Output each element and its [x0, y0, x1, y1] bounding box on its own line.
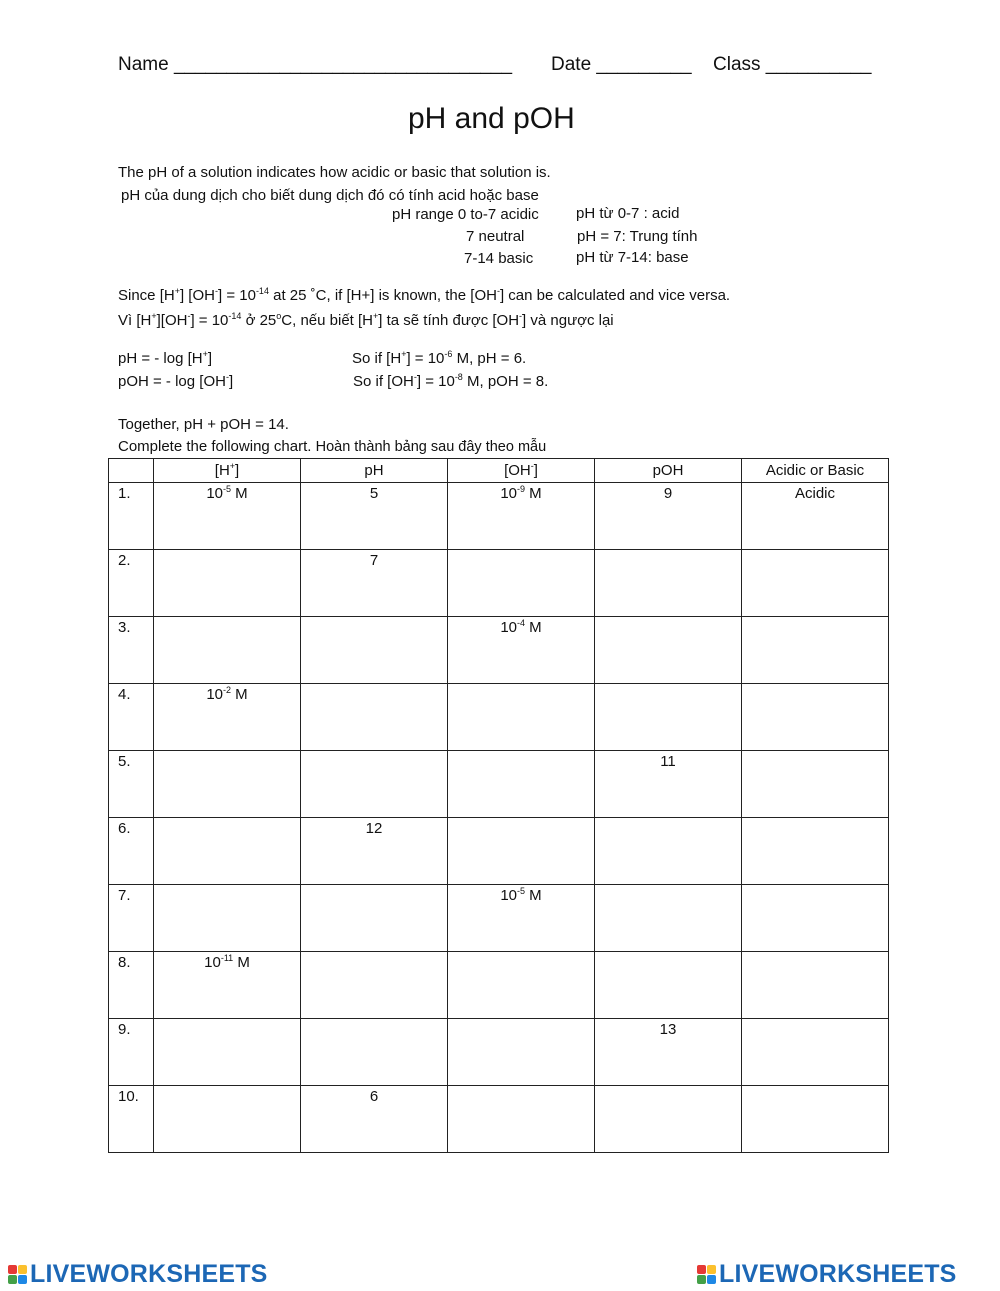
header-poh: pOH: [595, 459, 742, 483]
acidic-basic-cell[interactable]: Acidic: [742, 483, 889, 550]
range-basic-en: 7-14 basic: [464, 250, 534, 267]
oh-concentration-cell[interactable]: [448, 684, 595, 751]
table-row: [109, 483, 889, 550]
row-number-label: 2.: [118, 552, 131, 569]
oh-concentration-cell[interactable]: [448, 1019, 595, 1086]
intro-vietnamese: pH của dung dịch cho biết dung dịch đó có tính acid hoặc base: [121, 187, 539, 204]
row-number-label: 1.: [118, 485, 131, 502]
h-concentration-cell[interactable]: $10^{-11}$ M: [154, 952, 301, 1019]
acidic-basic-cell[interactable]: [742, 1086, 889, 1153]
page-title: pH and pOH: [408, 102, 575, 135]
row-number[interactable]: [109, 550, 154, 617]
table-row: [109, 952, 889, 1019]
row-number-label: 6.: [118, 820, 131, 837]
poh-cell[interactable]: [595, 1086, 742, 1153]
row-number-label: 5.: [118, 753, 131, 770]
h-concentration-cell[interactable]: $10^{-5}$ M: [154, 483, 301, 550]
poh-cell[interactable]: 9: [595, 483, 742, 550]
intro-english: The pH of a solution indicates how acidic or basic that solution is.: [118, 164, 551, 181]
ph-cell[interactable]: [301, 1019, 448, 1086]
oh-concentration-cell[interactable]: $10^{-4}$ M: [448, 617, 595, 684]
name-field[interactable]: Name ________________________________: [118, 54, 513, 75]
liveworksheets-logo-left: LIVEWORKSHEETS: [8, 1260, 268, 1289]
acidic-basic-cell[interactable]: [742, 550, 889, 617]
range-acidic-vi: pH từ 0-7 : acid: [576, 205, 680, 222]
poh-cell[interactable]: 13: [595, 1019, 742, 1086]
ph-cell[interactable]: [301, 684, 448, 751]
poh-cell[interactable]: [595, 885, 742, 952]
logo-squares-icon: [697, 1265, 716, 1284]
acidic-basic-cell[interactable]: [742, 885, 889, 952]
ph-cell[interactable]: 5: [301, 483, 448, 550]
row-number[interactable]: [109, 1086, 154, 1153]
acidic-basic-cell[interactable]: [742, 952, 889, 1019]
table-row: [109, 550, 889, 617]
row-number-label: 3.: [118, 619, 131, 636]
oh-concentration-cell[interactable]: [448, 751, 595, 818]
h-concentration-cell[interactable]: [154, 617, 301, 684]
acidic-basic-cell[interactable]: [742, 818, 889, 885]
table-row: [109, 617, 889, 684]
oh-concentration-cell[interactable]: $10^{-9}$ M: [448, 483, 595, 550]
row-number[interactable]: [109, 885, 154, 952]
together-statement: Together, pH + pOH = 14.: [118, 416, 289, 433]
poh-cell[interactable]: [595, 684, 742, 751]
range-basic-vi: pH từ 7-14: base: [576, 249, 689, 266]
row-number-label: 9.: [118, 1021, 131, 1038]
acidic-basic-cell[interactable]: [742, 684, 889, 751]
acidic-basic-cell[interactable]: [742, 751, 889, 818]
table-row: [109, 885, 889, 952]
row-number-label: 10.: [118, 1088, 139, 1105]
h-concentration-cell[interactable]: [154, 1019, 301, 1086]
table-row: [109, 1086, 889, 1153]
poh-cell[interactable]: 11: [595, 751, 742, 818]
header-number: [109, 459, 154, 483]
table-header-row: [109, 459, 889, 483]
oh-concentration-cell[interactable]: [448, 952, 595, 1019]
logo-squares-icon: [8, 1265, 27, 1284]
row-number[interactable]: [109, 818, 154, 885]
complete-instruction: Complete the following chart. Hoàn thành bảng sau đây theo mẫu: [118, 438, 547, 455]
table-row: [109, 1019, 889, 1086]
header-ph: pH: [301, 459, 448, 483]
ph-cell[interactable]: [301, 885, 448, 952]
h-concentration-cell[interactable]: [154, 818, 301, 885]
row-number[interactable]: [109, 1019, 154, 1086]
since-statement: Since [H+] $[OH^-] = 10^{-14}$ at 25 ˚C, if [H+] is known, the [OH-] can be calculated and vice versa.: [118, 286, 731, 304]
poh-cell[interactable]: [595, 818, 742, 885]
row-number-label: 8.: [118, 954, 131, 971]
poh-example: So if $[OH^-] = 10^{-8}$ M, pOH = 8.: [353, 372, 549, 390]
header-oh-concentration: [OH-]: [448, 459, 595, 483]
ph-cell[interactable]: 6: [301, 1086, 448, 1153]
header-acidic-or-basic: Acidic or Basic: [742, 459, 889, 483]
poh-formula: pOH = - log [OH-]: [118, 372, 234, 390]
oh-concentration-cell[interactable]: [448, 550, 595, 617]
header-h-concentration: [H+]: [154, 459, 301, 483]
h-concentration-cell[interactable]: [154, 751, 301, 818]
date-field[interactable]: Date _________: [551, 54, 692, 75]
oh-concentration-cell[interactable]: $10^{-5}$ M: [448, 885, 595, 952]
ph-cell[interactable]: [301, 952, 448, 1019]
row-number[interactable]: [109, 952, 154, 1019]
ph-example: So if $[H^+] = 10^{-6}$ M, pH = 6.: [352, 349, 527, 367]
h-concentration-cell[interactable]: [154, 550, 301, 617]
ph-cell[interactable]: [301, 617, 448, 684]
range-neutral-vi: pH = 7: Trung tính: [577, 228, 698, 245]
ph-formula: pH = - log [H+]: [118, 349, 213, 367]
row-number[interactable]: [109, 483, 154, 550]
row-number-label: 4.: [118, 686, 131, 703]
poh-cell[interactable]: [595, 550, 742, 617]
h-concentration-cell[interactable]: [154, 1086, 301, 1153]
row-number-label: 7.: [118, 887, 131, 904]
acidic-basic-cell[interactable]: [742, 1019, 889, 1086]
poh-cell[interactable]: [595, 952, 742, 1019]
table-row: [109, 751, 889, 818]
row-number[interactable]: [109, 684, 154, 751]
class-field[interactable]: Class __________: [713, 54, 872, 75]
ph-poh-chart: [108, 458, 889, 1153]
h-concentration-cell[interactable]: [154, 885, 301, 952]
ph-cell[interactable]: 7: [301, 550, 448, 617]
range-acidic-en: pH range 0 to-7 acidic: [392, 206, 539, 223]
range-neutral-en: 7 neutral: [466, 228, 525, 245]
acidic-basic-cell[interactable]: [742, 617, 889, 684]
ph-cell[interactable]: [301, 751, 448, 818]
table-row: [109, 684, 889, 751]
oh-concentration-cell[interactable]: [448, 818, 595, 885]
ph-cell[interactable]: 12: [301, 818, 448, 885]
h-concentration-cell[interactable]: $10^{-2}$ M: [154, 684, 301, 751]
since-statement-vi: Vì $[H^+][OH^-] = 10^{-14}$ ở 25$^o$C, nếu biết [H+] ta sẽ tính được [OH-] và ngược lại: [118, 311, 614, 329]
oh-concentration-cell[interactable]: [448, 1086, 595, 1153]
liveworksheets-logo-right: LIVEWORKSHEETS: [697, 1260, 957, 1289]
row-number[interactable]: [109, 751, 154, 818]
row-number[interactable]: [109, 617, 154, 684]
table-row: [109, 818, 889, 885]
poh-cell[interactable]: [595, 617, 742, 684]
